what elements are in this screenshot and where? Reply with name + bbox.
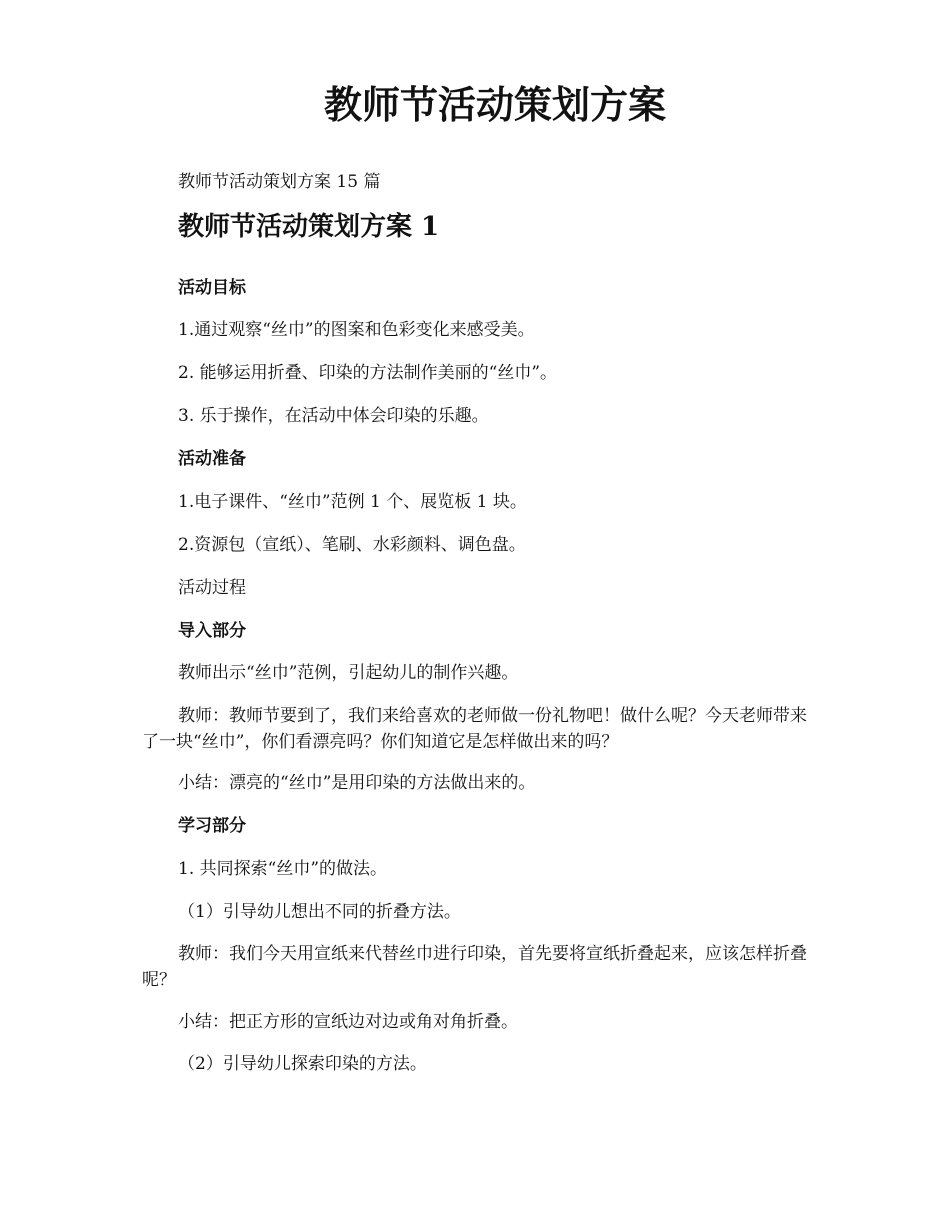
learning-substep-2: （2）引导幼儿探索印染的方法。 <box>178 1054 427 1074</box>
section-title: 教师节活动策划方案 1 <box>178 212 440 242</box>
prep-1: 1.电子课件、“丝巾”范例 1 个、展览板 1 块。 <box>178 492 527 512</box>
document-subtitle: 教师节活动策划方案 15 篇 <box>178 172 381 192</box>
prep-2: 2.资源包（宣纸）、笔刷、水彩颜料、调色盘。 <box>178 535 526 555</box>
heading-activity-preparation: 活动准备 <box>178 449 246 469</box>
teacher-dialog-1: 教师：教师节要到了，我们来给喜欢的老师做一份礼物吧！做什么呢？今天老师带来了一块“丝巾”，你们看漂亮吗？你们知道它是怎样做出来的吗？ <box>142 706 807 752</box>
teacher-dialog-2: 教师：我们今天用宣纸来代替丝巾进行印染，首先要将宣纸折叠起来，应该怎样折叠呢？ <box>142 944 807 990</box>
heading-activity-goals: 活动目标 <box>178 278 246 298</box>
heading-learning-part: 学习部分 <box>178 816 246 836</box>
learning-substep-1: （1）引导幼儿想出不同的折叠方法。 <box>178 902 461 922</box>
summary-1: 小结：漂亮的“丝巾”是用印染的方法做出来的。 <box>178 773 536 793</box>
goal-1: 1.通过观察“丝巾”的图案和色彩变化来感受美。 <box>178 320 535 340</box>
heading-activity-process: 活动过程 <box>178 578 246 598</box>
goal-2: 2. 能够运用折叠、印染的方法制作美丽的“丝巾”。 <box>178 363 558 383</box>
intro-text: 教师出示“丝巾”范例，引起幼儿的制作兴趣。 <box>178 663 519 683</box>
summary-2: 小结：把正方形的宣纸边对边或角对角折叠。 <box>178 1012 518 1032</box>
heading-intro-part: 导入部分 <box>178 621 246 641</box>
learning-step-1: 1. 共同探索“丝巾”的做法。 <box>178 859 388 879</box>
document-title: 教师节活动策划方案 <box>323 82 666 127</box>
goal-3: 3. 乐于操作，在活动中体会印染的乐趣。 <box>178 406 489 426</box>
